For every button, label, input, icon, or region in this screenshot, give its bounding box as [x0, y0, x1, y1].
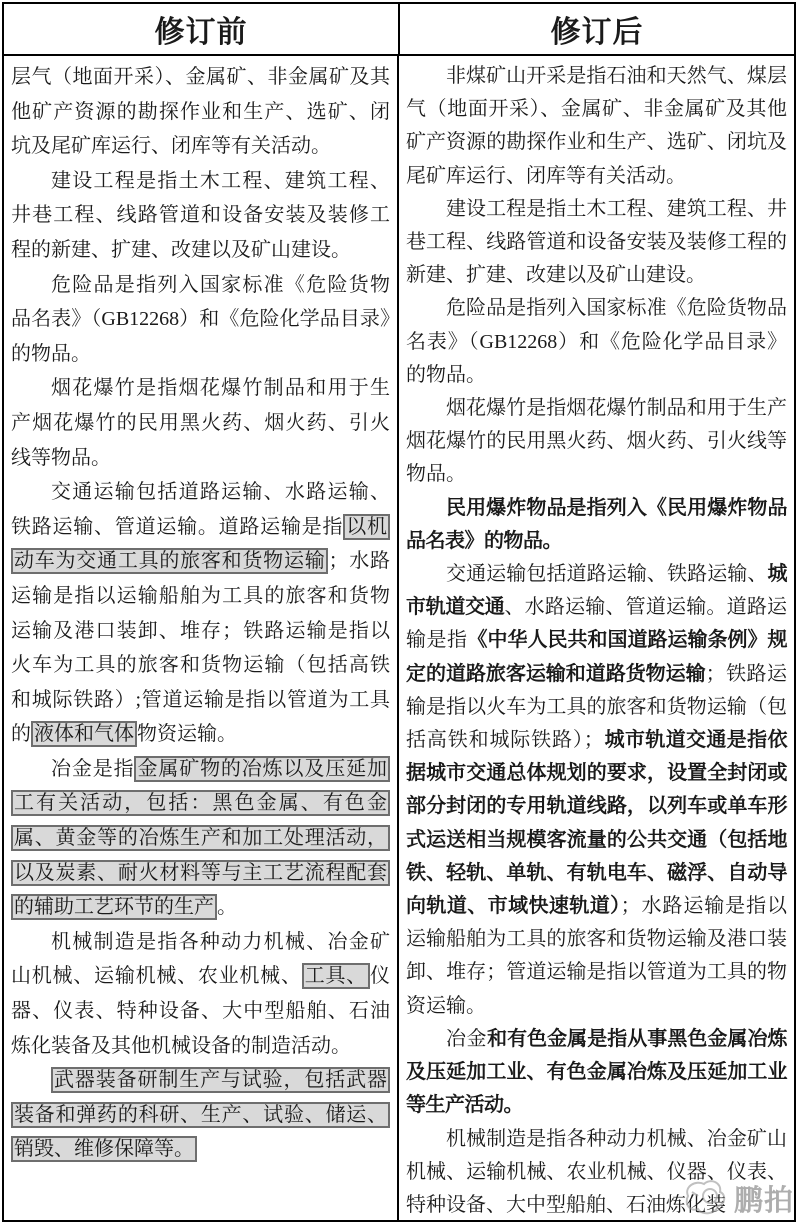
text-segment: 危险品是指列入国家标准《危险货物品名表》（GB12268）和《危险化学品目录》的物品。 — [406, 297, 787, 386]
text-segment: 交通运输包括道路运输、水路运输、铁路运输、管道运输。道路运输是指 — [11, 481, 390, 538]
text-segment: 非煤矿山开采是指石油和天然气、煤层气（地面开采）、金属矿、非金属矿及其他矿产资源的勘探作业和生产、选矿、闭坑及尾矿库运行、闭库等有关活动。 — [406, 65, 787, 187]
table-header-row — [4, 4, 794, 56]
added-bold-text: 民用爆炸物品是指列入《民用爆炸物品品名表》的物品。 — [406, 496, 787, 552]
added-bold-text: 城市轨道交通是指依据城市交通总体规划的要求，设置全封闭或部分封闭的专用轨道线路，以列车或单车形式运送相当规模客流量的公共交通（包括地铁、轻轨、单轨、有轨电车、磁浮、自动导向轨道、市域快速轨道） — [406, 729, 787, 918]
text-segment: 烟花爆竹是指烟花爆竹制品和用于生产烟花爆竹的民用黑火药、烟火药、引火线等物品。 — [406, 397, 787, 486]
paragraph — [11, 925, 390, 1063]
text-segment: 烟花爆竹是指烟花爆竹制品和用于生产烟花爆竹的民用黑火药、烟火药、引火线等物品。 — [11, 377, 390, 469]
text-segment: 、水路运输、管道运输。道路运输是指 — [406, 596, 788, 652]
added-bold-text: 城市轨道交通 — [406, 563, 787, 619]
text-segment: 仪器、仪表、特种设备、大中型船舶、石油炼化装备及其他机械设备的制造活动。 — [11, 965, 391, 1057]
deleted-highlight-text: 武器装备研制生产与试验，包括武器装备和弹药的科研、生产、试验、储运、销毁、维修保障等。 — [11, 1067, 390, 1162]
paragraph — [406, 1123, 787, 1221]
watermark-text: 鹏拍 — [733, 1184, 794, 1217]
paragraph — [406, 492, 787, 558]
text-segment: ；铁路运输是指以火车为工具的旅客和货物运输（包括高铁和城际铁路）； — [406, 662, 788, 752]
text-segment: ；水路运输是指以运输船舶为工具的旅客和货物运输及港口装卸、堆存；铁路运输是指以火车为工具的旅客和货物运输（包括高铁和城际铁路）;管道运输是指以管道为工具的 — [11, 550, 391, 746]
text-segment: 建设工程是指土木工程、建筑工程、井巷工程、线路管道和设备安装及装修工程的新建、扩建、改建以及矿山建设。 — [11, 169, 390, 261]
added-bold-text: 和有色金属是指从事黑色金属冶炼及压延加工业、有色金属冶炼及压延加工业等生产活动。 — [406, 1027, 787, 1117]
paragraph — [406, 558, 787, 1023]
paragraph — [11, 60, 390, 164]
table-body-row — [4, 56, 794, 1220]
paragraph — [11, 371, 390, 475]
paragraph — [406, 193, 787, 293]
column-header-after: 修订后 — [550, 16, 644, 49]
text-segment: 危险品是指列入国家标准《危险货物品名表》（GB12268）和《危险化学品目录》的物品。 — [11, 273, 390, 365]
deleted-highlight-text: 工具、 — [302, 963, 370, 989]
paragraph — [406, 1023, 787, 1123]
paragraph — [11, 268, 390, 372]
paragraph — [11, 752, 390, 925]
text-segment: 冶金是指 — [51, 757, 135, 780]
text-segment: 物资运输。 — [137, 723, 237, 746]
paragraph — [406, 392, 787, 492]
text-segment: 层气（地面开采）、金属矿、非金属矿及其他矿产资源的勘探作业和生产、选矿、闭坑及尾矿库运行、闭库等有关活动。 — [11, 66, 390, 158]
paragraph — [11, 1063, 390, 1167]
text-segment: 交通运输包括道路运输、铁路运输、 — [446, 563, 768, 586]
text-segment: 机械制造是指各种动力机械、冶金矿山机械、运输机械、农业机械、仪器、仪表、特种设备、大中型船舶、石油炼化装 — [406, 1127, 787, 1216]
deleted-highlight-text: 金属矿物的冶炼以及压延加工有关活动，包括：黑色金属、有色金属、黄金等的冶炼生产和加工处理活动，以及炭素、耐火材料等与主工艺流程配套的辅助工艺环节的生产 — [11, 756, 390, 920]
text-segment: ；水路运输是指以运输船舶为工具的旅客和货物运输及港口装卸、堆存；管道运输是指以管道为工具的物资运输。 — [406, 895, 788, 1017]
added-bold-text: 《中华人民共和国道路运输条例》规定的道路旅客运输和道路货物运输 — [406, 629, 787, 685]
revision-comparison-table — [2, 2, 796, 1222]
paragraph — [11, 475, 390, 752]
deleted-highlight-text: 液体和气体 — [31, 721, 137, 747]
paragraph — [11, 164, 390, 268]
paragraph — [406, 60, 787, 193]
column-header-before: 修订前 — [4, 4, 400, 54]
deleted-highlight-text: 以机动车为交通工具的旅客和货物运输 — [11, 514, 390, 575]
paragraph — [406, 292, 787, 392]
after-column-content — [399, 56, 794, 1220]
before-column-content — [4, 56, 399, 1220]
text-segment: 建设工程是指土木工程、建筑工程、井巷工程、线路管道和设备安装及装修工程的新建、扩建、改建以及矿山建设。 — [406, 197, 787, 287]
text-segment: 。 — [217, 896, 237, 919]
text-segment: 机械制造是指各种动力机械、冶金矿山机械、运输机械、农业机械、 — [11, 930, 390, 988]
text-segment: 冶金 — [446, 1027, 488, 1050]
